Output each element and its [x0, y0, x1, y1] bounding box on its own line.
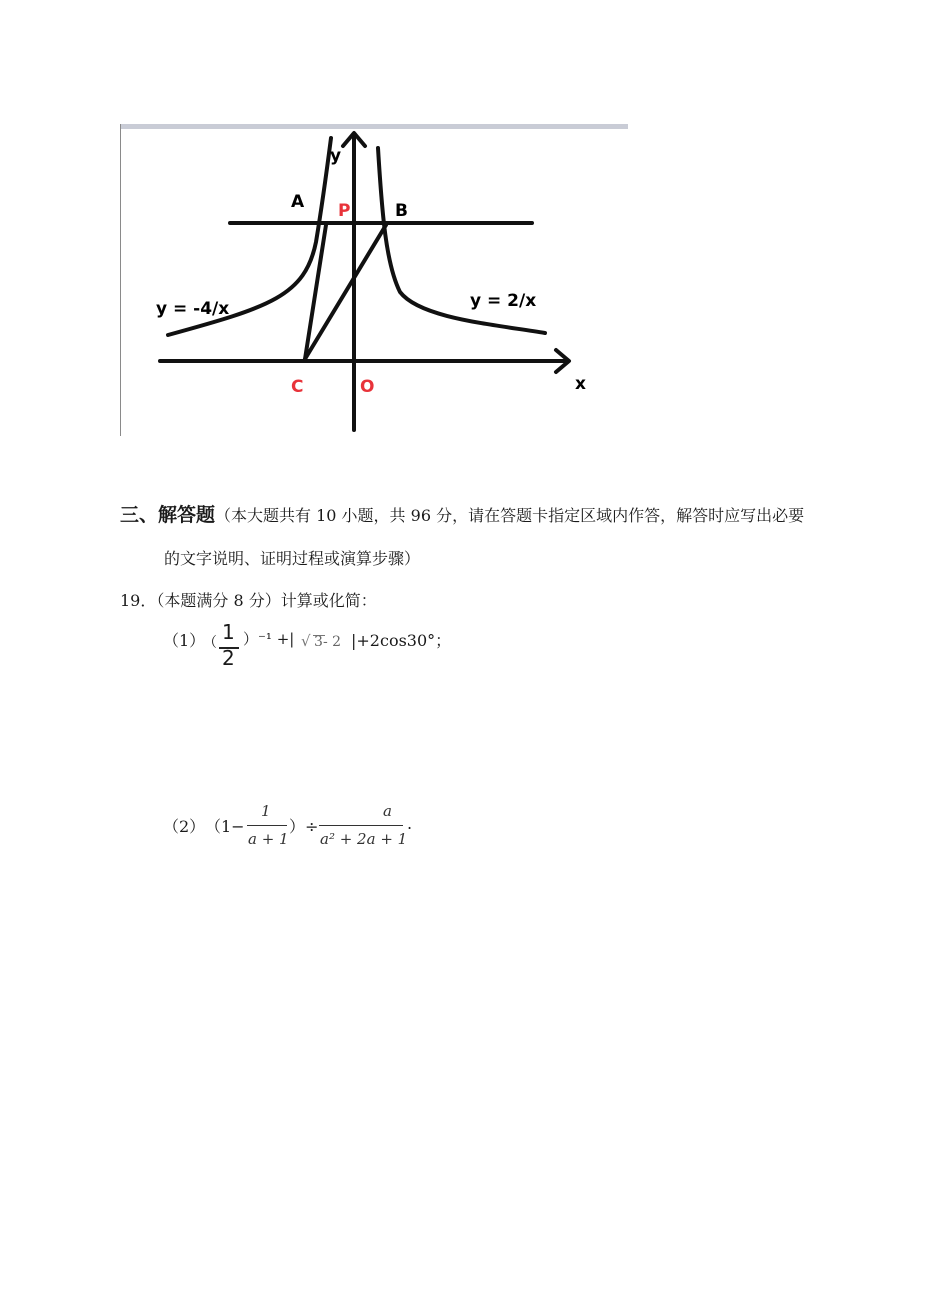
sqrt-symbol: √	[301, 632, 311, 650]
sqrt-radicand: 3	[314, 634, 323, 650]
part2-frac1-den: a + 1	[248, 830, 289, 848]
part1-minus-two: - 2	[323, 634, 342, 650]
part2-end: .	[407, 814, 413, 833]
section-note-line2: 的文字说明、证明过程或演算步骤）	[164, 549, 421, 568]
label-left-curve: y = -4/x	[156, 299, 230, 319]
part2-close-div: ）÷	[289, 817, 319, 836]
part1-label: （1）	[163, 631, 206, 650]
part1-exp: ）⁻¹ +|	[243, 630, 295, 648]
section-three-heading	[120, 500, 840, 568]
part2-open: （1−	[205, 817, 245, 836]
part2-frac1-num: 1	[261, 802, 271, 820]
part1-open-paren: （	[203, 635, 217, 651]
part2-frac1-bar	[247, 825, 287, 826]
label-point-o: O	[360, 377, 375, 397]
label-point-p: P	[338, 201, 351, 221]
figure-frame-top	[120, 124, 628, 129]
part2-frac2-den: a² + 2a + 1	[320, 830, 408, 848]
label-point-b: B	[395, 201, 408, 221]
hyperbola-figure	[120, 124, 628, 436]
label-y-axis: y	[330, 146, 342, 166]
part2-frac2-num: a	[383, 802, 392, 820]
label-right-curve: y = 2/x	[470, 291, 537, 311]
figure-svg	[120, 124, 628, 436]
part1-frac-num: 1	[222, 620, 235, 644]
label-x-axis: x	[575, 374, 586, 394]
label-point-c: C	[291, 377, 304, 397]
label-point-a: A	[291, 192, 305, 212]
section-title: 三、解答题	[120, 504, 216, 526]
part1-tail: |+2cos30°；	[351, 631, 452, 650]
question-19-heading: 19．（本题满分 8 分）计算或化简：	[120, 591, 377, 610]
part2-frac2-bar	[319, 825, 403, 826]
part1-frac-den: 2	[222, 646, 235, 670]
part2-label: （2）	[163, 817, 206, 836]
section-note-line1: （本大题共有 10 小题，共 96 分，请在答题卡指定区域内作答，解答时应写出必要	[215, 506, 805, 525]
